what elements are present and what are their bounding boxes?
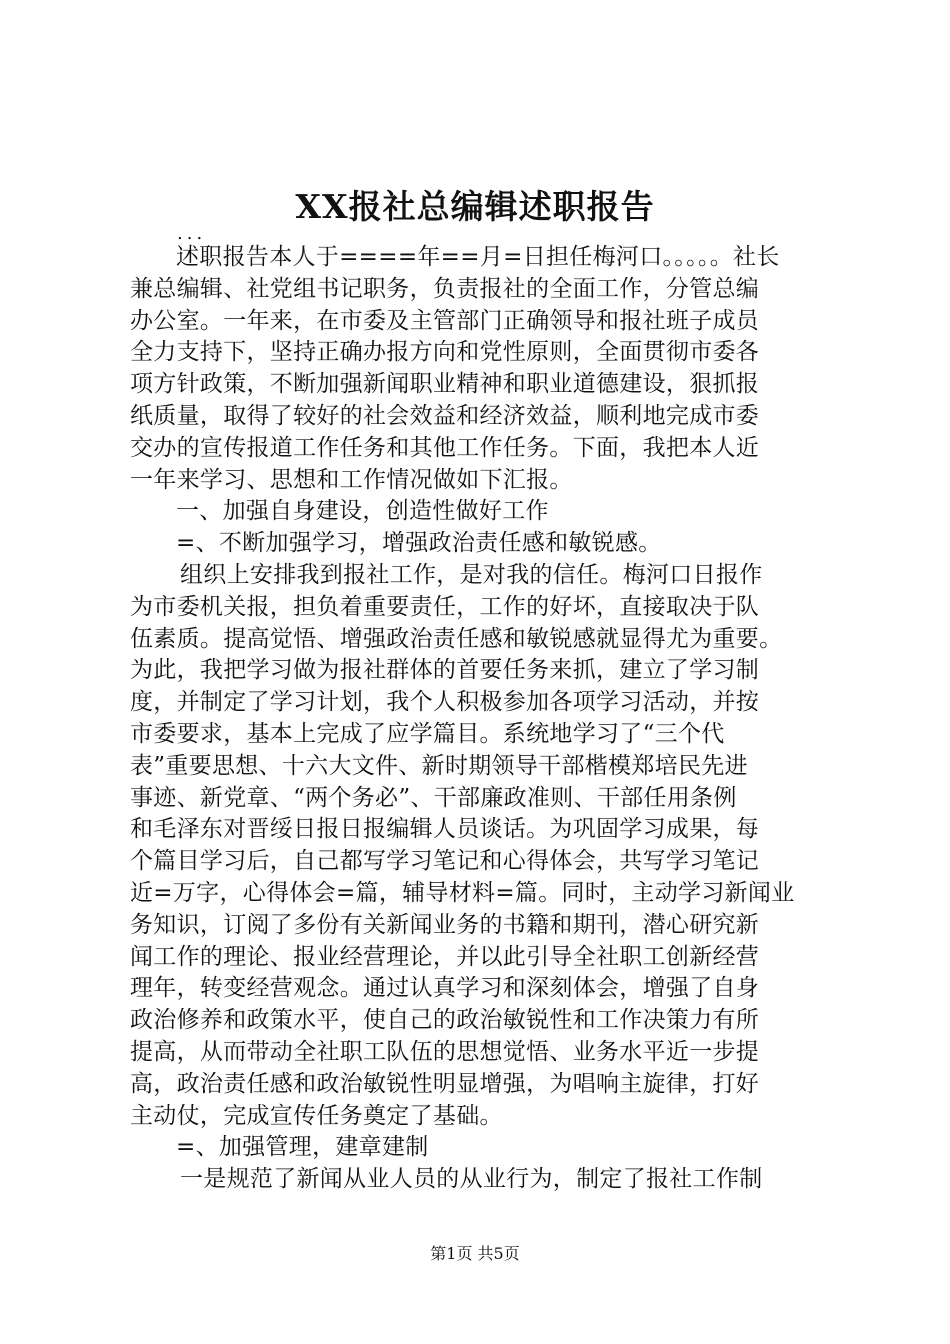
body-line: 伍素质。提高觉悟、增强政治责任感和敏锐感就显得尤为重要。 [130,625,783,652]
body-line: 提高，从而带动全社职工队伍的思想觉悟、业务水平近一步提 [130,1038,760,1065]
body-line: 兼总编辑、社党组书记职务，负责报社的全面工作，分管总编 [130,275,760,302]
body-line: 述职报告本人于====年==月=日担任梅河口。。。。。社长 [176,244,780,270]
ellipsis-marker: ... [177,223,207,244]
body-line: 近=万字，心得体会=篇，辅导材料=篇。同时，主动学习新闻业 [130,879,795,906]
body-line: 为此，我把学习做为报社群体的首要任务来抓，建立了学习制 [130,657,760,684]
document-title: XX报社总编辑述职报告 [295,187,655,226]
body-line: 全力支持下，坚持正确办报方向和党性原则，全面贯彻市委各 [130,339,760,366]
body-line: 纸质量，取得了较好的社会效益和经济效益，顺利地完成市委 [130,402,760,429]
body-line: 度，并制定了学习计划，我个人积极参加各项学习活动，并按 [130,689,760,716]
body-line: 一年来学习、思想和工作情况做如下汇报。 [130,466,573,493]
body-line: 政治修养和政策水平，使自己的政治敏锐性和工作决策力有所 [130,1007,760,1034]
body-line: 市委要求，基本上完成了应学篇目。系统地学习了“三个代 [130,720,725,747]
body-line: 务知识，订阅了多份有关新闻业务的书籍和期刊，潜心研究新 [130,911,760,938]
body-line: 和毛泽东对晋绥日报日报编辑人员谈话。为巩固学习成果，每 [130,816,760,843]
section-heading: 一、加强自身建设，创造性做好工作 [176,498,549,525]
body-line: 高，政治责任感和政治敏锐性明显增强，为唱响主旋律，打好 [130,1070,760,1097]
body-line: 组织上安排我到报社工作，是对我的信任。梅河口日报作 [180,561,763,588]
body-line: 办公室。一年来，在市委及主管部门正确领导和报社班子成员 [130,307,760,334]
body-line: 理年，转变经营观念。通过认真学习和深刻体会，增强了自身 [130,975,760,1002]
body-line: 事迹、新党章、“两个务必”、干部廉政准则、干部任用条例 [130,784,737,811]
subsection-heading: =、不断加强学习，增强政治责任感和敏锐感。 [176,530,662,557]
body-line: 闻工作的理论、报业经营理论，并以此引导全社职工创新经营 [130,943,760,970]
body-line: 一是规范了新闻从业人员的从业行为，制定了报社工作制 [180,1166,763,1193]
page-footer: 第1页 共5页 [430,1244,520,1263]
subsection-heading: =、加强管理，建章建制 [176,1134,429,1161]
document-body [130,242,850,1196]
body-line: 为市委机关报，担负着重要责任，工作的好坏，直接取决于队 [130,593,760,620]
body-line: 项方针政策，不断加强新闻职业精神和职业道德建设，狠抓报 [130,371,760,398]
body-line: 主动仗，完成宣传任务奠定了基础。 [130,1102,503,1129]
body-line: 交办的宣传报道工作任务和其他工作任务。下面，我把本人近 [130,434,760,461]
body-line: 个篇目学习后，自己都写学习笔记和心得体会，共写学习笔记 [130,848,760,875]
body-line: 表”重要思想、十六大文件、新时期领导干部楷模郑培民先进 [130,752,748,779]
